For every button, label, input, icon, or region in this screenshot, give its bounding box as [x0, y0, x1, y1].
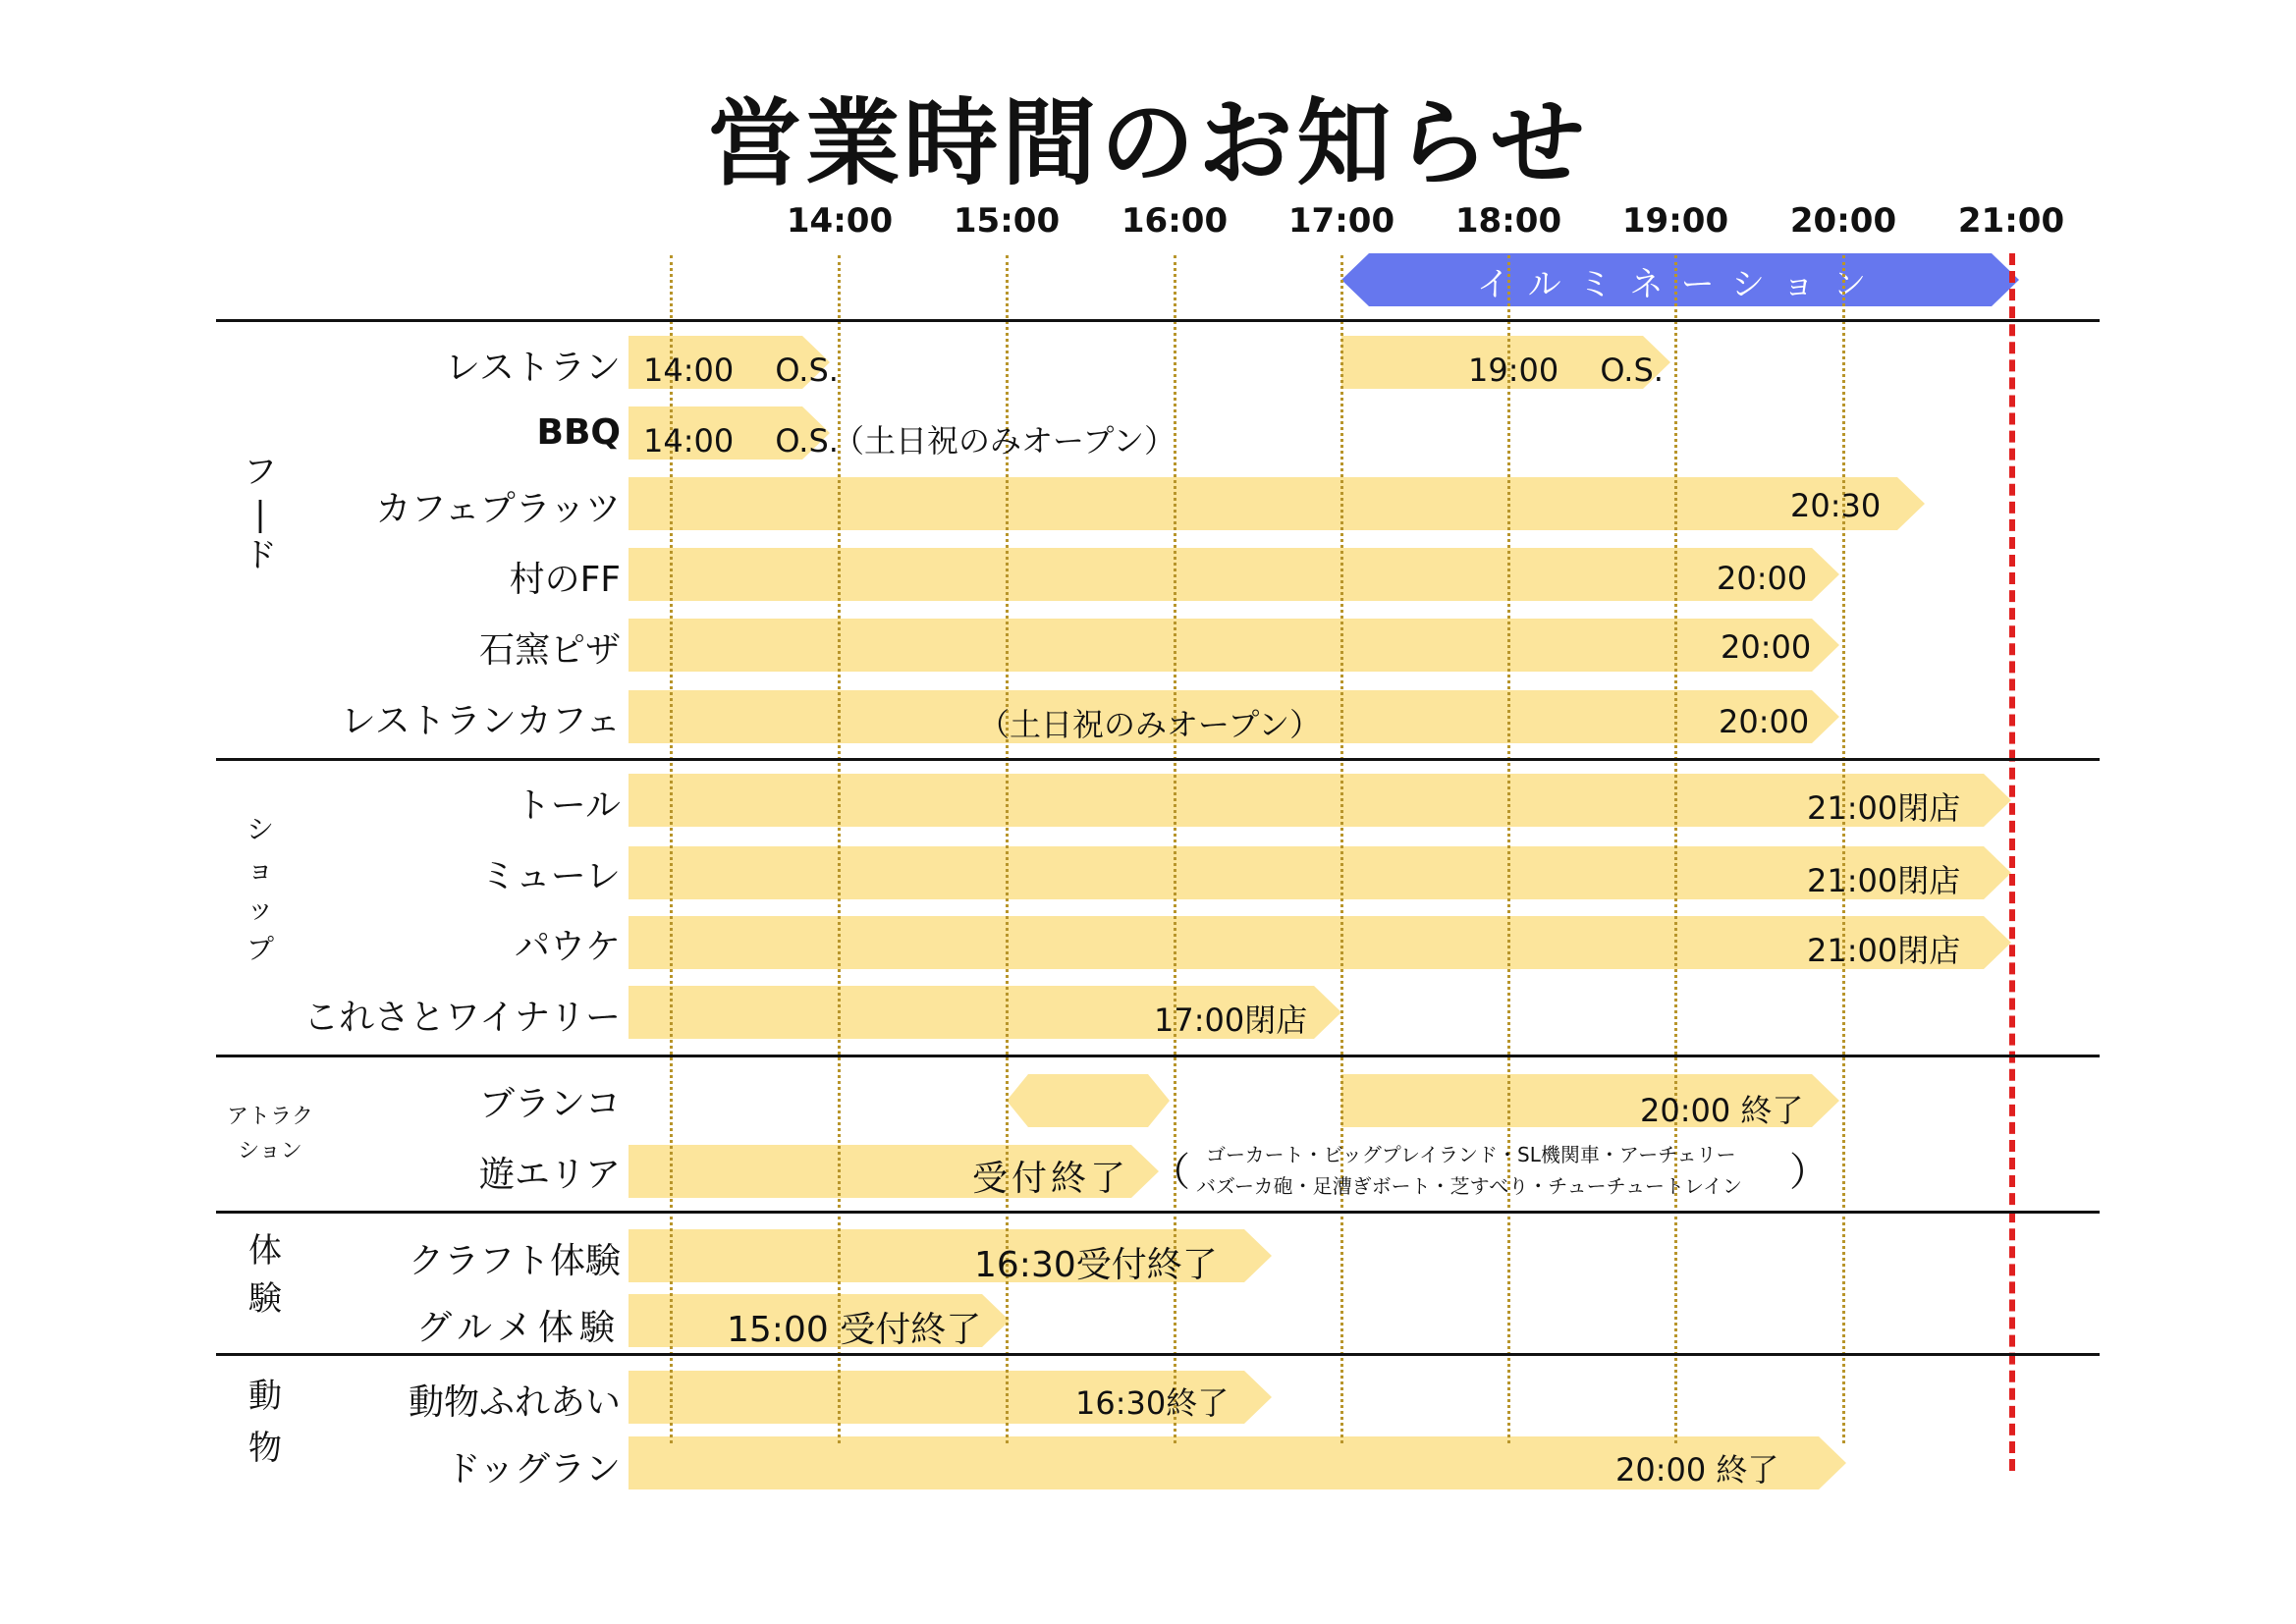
row-label-pauke: パウケ	[514, 927, 621, 967]
pizza-bar	[629, 619, 1839, 672]
section-divider	[216, 758, 2100, 761]
restaurant-lunch-text: 14:00 O.S.	[643, 352, 839, 389]
play-area-note-line2: バズーカ砲・足漕ぎボート・芝すべり・チューチュートレイン	[1196, 1174, 1742, 1198]
section-divider	[216, 319, 2100, 322]
grid-line	[1340, 255, 1343, 1443]
row-label-restaurant: レストラン	[445, 348, 621, 388]
row-label-koresato: これさとワイナリー	[303, 998, 621, 1038]
row-label-cafe-platz: カフェプラッツ	[375, 489, 621, 529]
play-area-text: 受付終了	[972, 1159, 1130, 1199]
pizza-text: 20:00	[1721, 628, 1812, 666]
time-label-1400: 14:00	[786, 201, 894, 241]
play-area-paren-close: ）	[1789, 1150, 1829, 1195]
row-label-bbq: BBQ	[536, 412, 621, 453]
pauke-text: 21:00閉店	[1807, 932, 1961, 969]
restaurant-cafe-note: （土日祝のみオープン）	[978, 706, 1322, 743]
time-label-1500: 15:00	[953, 201, 1061, 241]
play-area-note-line1: ゴーカート・ビッグプレイランド・SL機関車・アーチェリー	[1206, 1143, 1736, 1166]
time-label-2100: 21:00	[1957, 201, 2065, 241]
time-label-1700: 17:00	[1287, 201, 1395, 241]
time-label-1600: 16:00	[1121, 201, 1229, 241]
row-label-gourmet: グルメ体験	[416, 1308, 621, 1348]
bbq-note: （土日祝のみオープン）	[833, 422, 1176, 460]
koresato-text: 17:00閉店	[1154, 1001, 1308, 1039]
category-experience: 体 験	[248, 1231, 282, 1320]
grid-line	[1507, 255, 1510, 1443]
category-animals: 動 物	[248, 1377, 282, 1468]
myure-bar	[629, 846, 2011, 899]
category-food: フ | ド	[244, 453, 277, 575]
row-label-myure: ミューレ	[480, 856, 621, 896]
grid-line	[1842, 255, 1845, 1443]
dog-run-text: 20:00 終了	[1615, 1451, 1779, 1489]
time-label-1800: 18:00	[1454, 201, 1562, 241]
row-label-restaurant-cafe: レストランカフェ	[340, 701, 621, 741]
time-label-1900: 19:00	[1621, 201, 1729, 241]
mura-ff-bar	[629, 548, 1839, 601]
play-area-paren-open: （	[1151, 1150, 1190, 1195]
restaurant-dinner-text: 19:00 O.S.	[1468, 352, 1664, 389]
section-divider	[216, 1353, 2100, 1356]
section-divider	[216, 1055, 2100, 1057]
animal-contact-text: 16:30終了	[1075, 1384, 1230, 1422]
row-label-pizza: 石窯ピザ	[478, 630, 621, 671]
page-title: 営業時間のお知らせ	[707, 88, 1589, 198]
cafe-platz-text: 20:30	[1790, 487, 1882, 524]
row-label-craft: クラフト体験	[408, 1241, 621, 1281]
closing-time-line	[2009, 253, 2015, 1471]
restaurant-cafe-text: 20:00	[1719, 703, 1810, 740]
category-attraction: アトラク ション	[226, 1105, 313, 1164]
row-label-branco: ブランコ	[478, 1084, 621, 1124]
row-label-play-area: 遊エリア	[478, 1155, 621, 1195]
pauke-bar	[629, 916, 2011, 969]
row-label-mura-ff: 村のFF	[509, 560, 621, 600]
illumination-label: イルミネーション	[1476, 265, 1885, 304]
craft-text: 16:30受付終了	[974, 1245, 1218, 1285]
mura-ff-text: 20:00	[1717, 560, 1808, 597]
toll-bar	[629, 774, 2011, 827]
branco-bar-morning	[1007, 1074, 1170, 1127]
row-label-toll: トール	[515, 785, 621, 826]
toll-text: 21:00閉店	[1807, 789, 1961, 827]
row-label-dog-run: ドッグラン	[445, 1449, 621, 1489]
bbq-text: 14:00 O.S.	[643, 422, 839, 460]
time-label-2000: 20:00	[1789, 201, 1897, 241]
section-divider	[216, 1211, 2100, 1214]
grid-line	[1674, 255, 1677, 1443]
row-label-animal-contact: 動物ふれあい	[408, 1382, 621, 1423]
myure-text: 21:00閉店	[1807, 862, 1961, 899]
cafe-platz-bar	[629, 477, 1925, 530]
branco-text: 20:00 終了	[1640, 1092, 1804, 1129]
category-shop: シ ョ ッ プ	[246, 813, 274, 965]
gourmet-text: 15:00 受付終了	[727, 1310, 982, 1350]
